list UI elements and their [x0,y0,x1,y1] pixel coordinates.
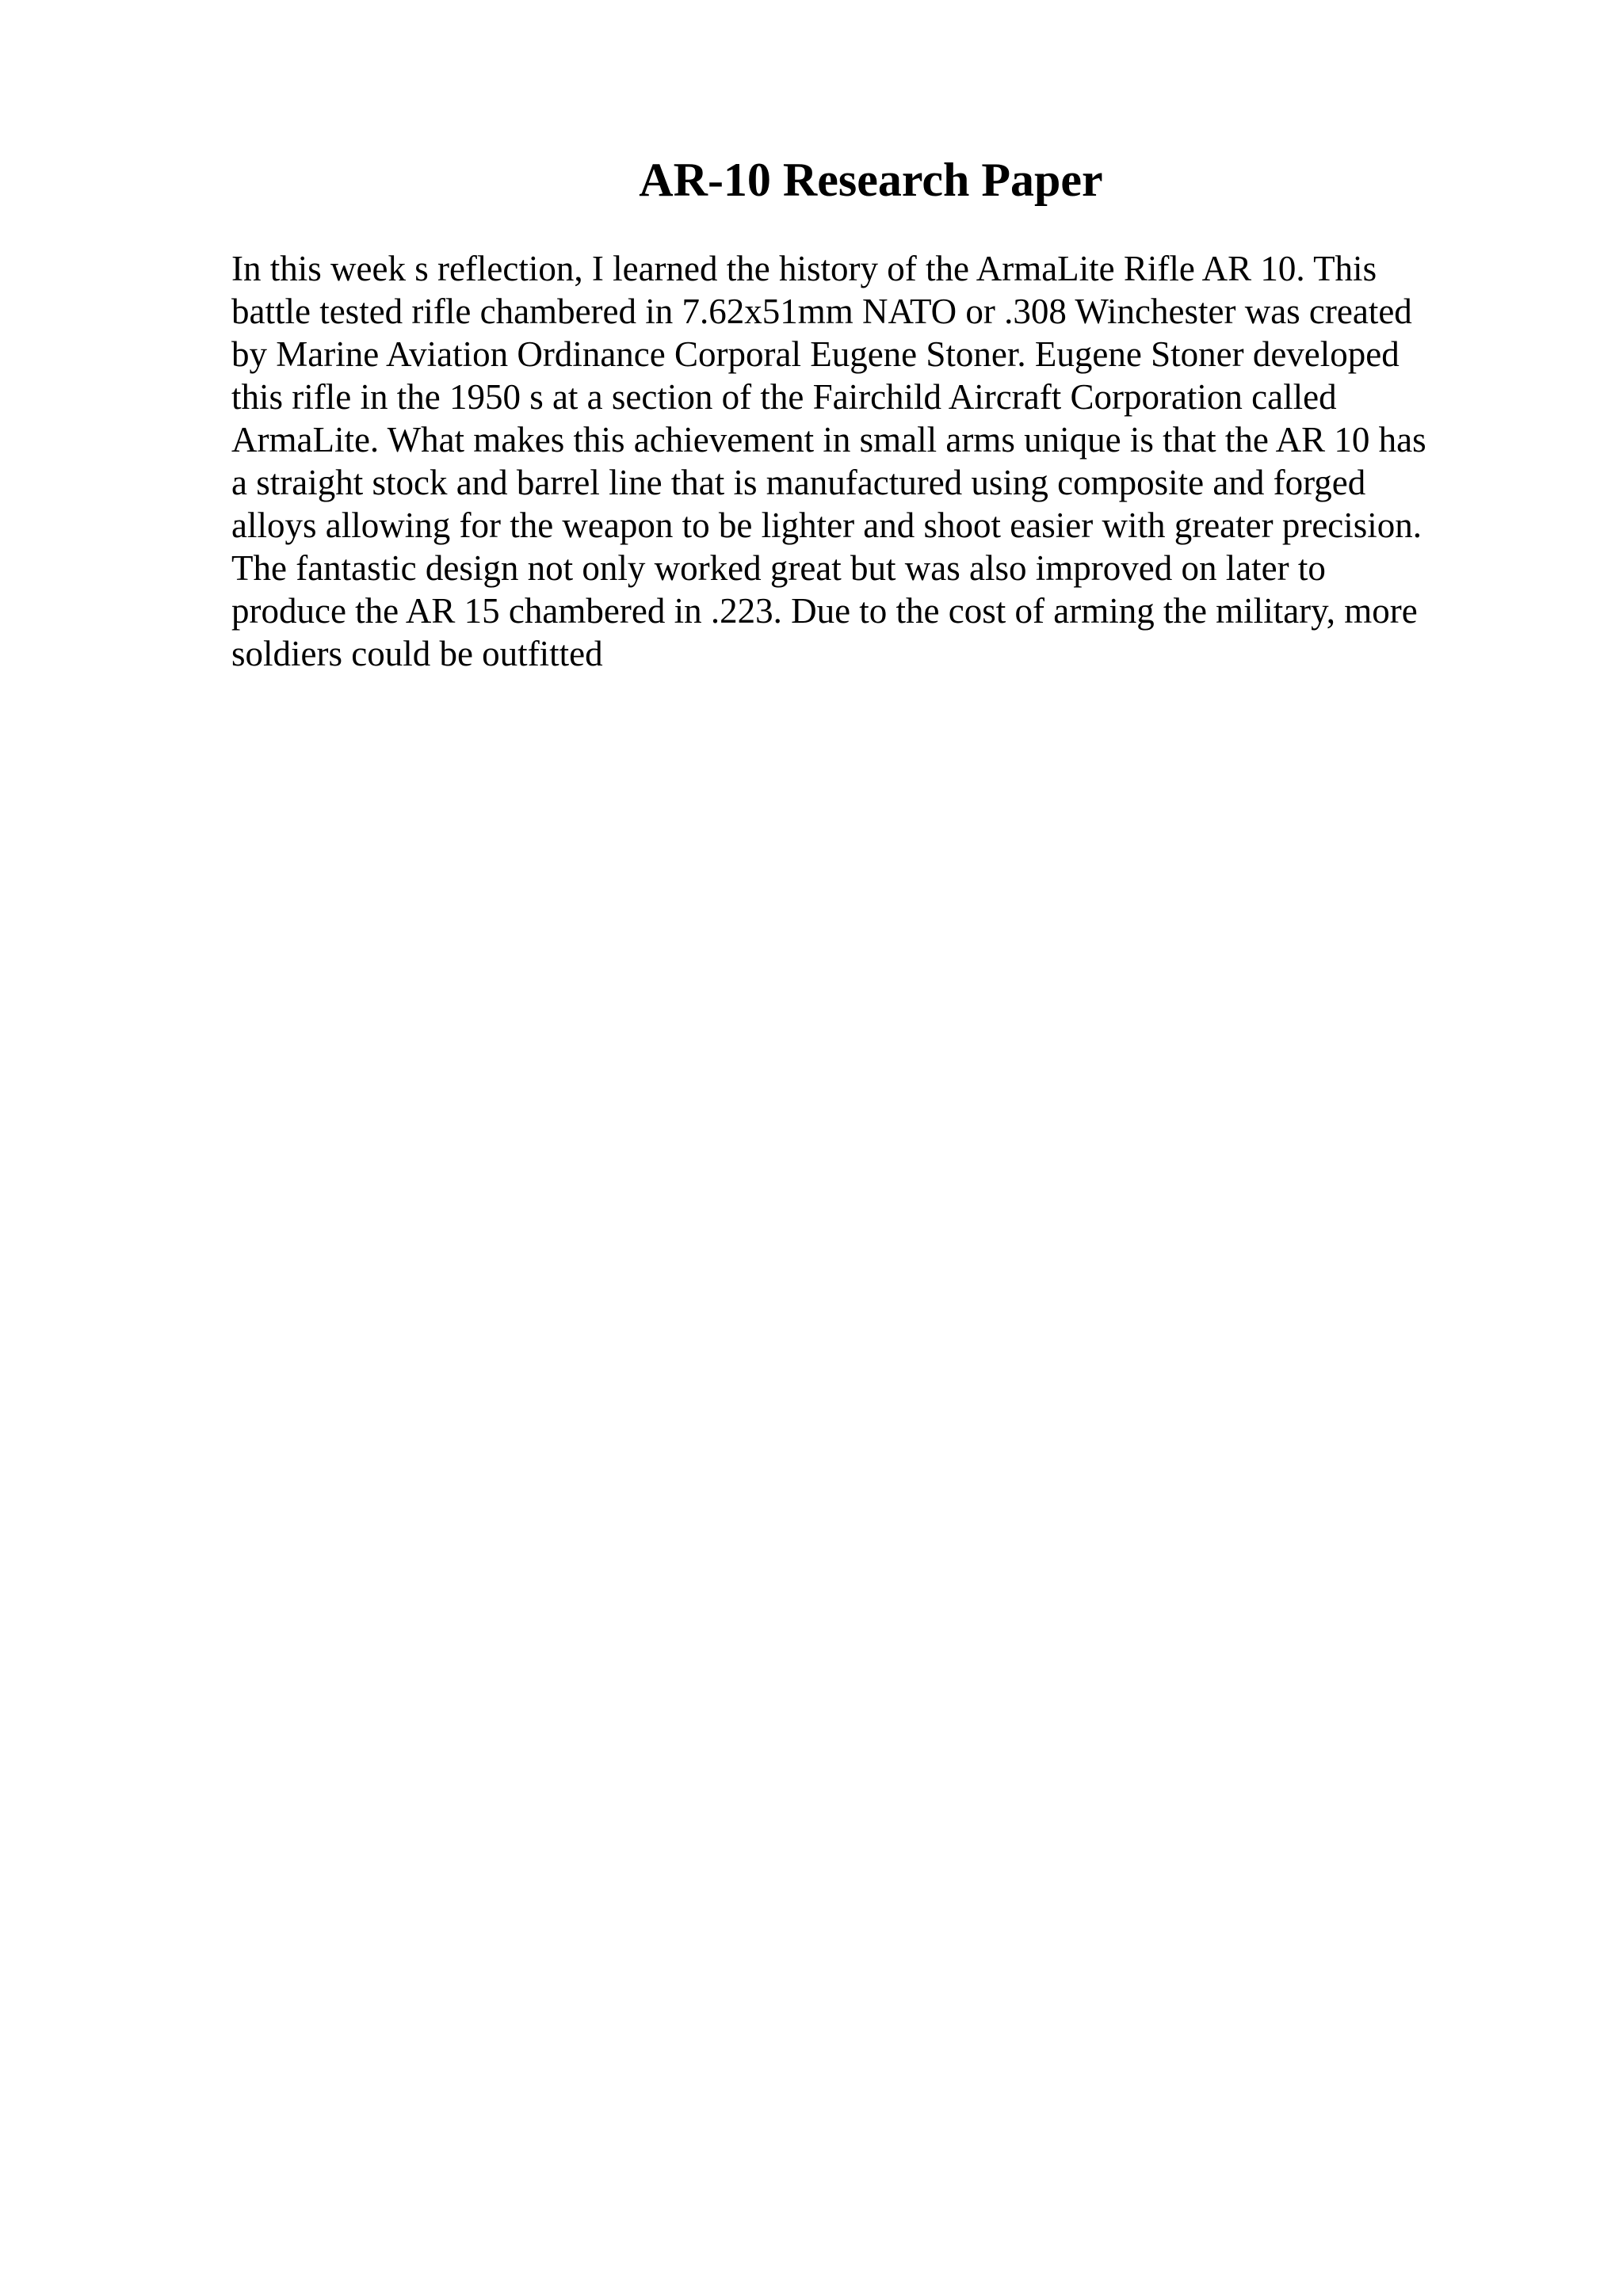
paragraph-line: by Marine Aviation Ordinance Corporal Eugene Stoner. Eugene Stoner developed [231,334,1400,374]
paragraph-line: alloys allowing for the weapon to be lighter and shoot easier with greater precision. [231,505,1423,545]
paragraph-line: this rifle in the 1950 s at a section of the Fairchild Aircraft Corporation called [231,377,1337,417]
paragraph-line: The fantastic design not only worked great but was also improved on later to [231,548,1326,588]
body-paragraph [231,247,1499,675]
paragraph-line: soldiers could be outfitted [231,634,603,673]
paragraph-line: battle tested rifle chambered in 7.62x51mm NATO or .308 Winchester was created [231,292,1412,331]
paragraph-line: produce the AR 15 chambered in .223. Due to the cost of arming the military, more [231,591,1418,631]
paragraph-line: a straight stock and barrel line that is manufactured using composite and forged [231,463,1366,502]
paragraph-line: ArmaLite. What makes this achievement in small arms unique is that the AR 10 has [231,420,1426,460]
paragraph-line: In this week s reflection, I learned the history of the ArmaLite Rifle AR 10. This [231,249,1377,288]
document-title: AR-10 Research Paper [639,154,1103,206]
